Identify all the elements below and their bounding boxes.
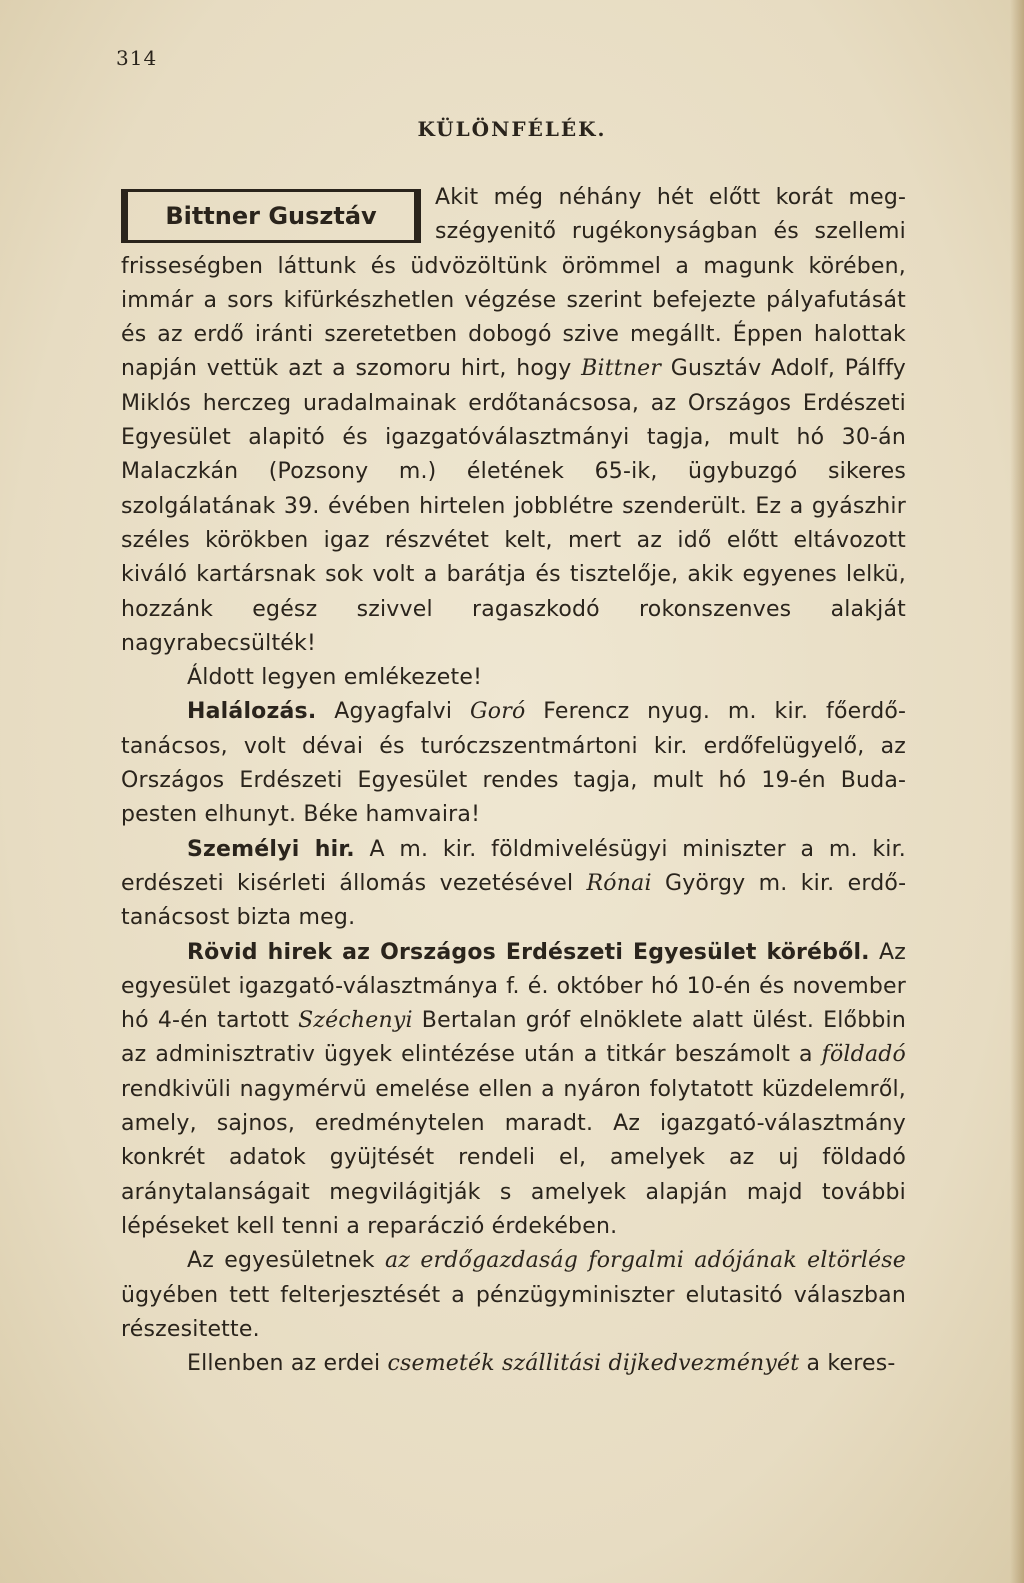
obituary-text-a: Akit még néhány hét előtt korát megszégyenitő rugékonyságban és szellemi frisseségben láttunk és üdvözöltünk örömmel a magunk körében, immár a sors kifürkészhetlen végzése szerint befejezte pályafutását és az erdő iránti szeretetben dobogó szive megállt. Éppen halottak napján vettük azt a szomoru hirt, hogy	[121, 185, 906, 382]
rovid-p2-text-b: ügyében tett felterjesztését a pénzügyminiszter elutasitó válaszban részesitette.	[121, 1282, 906, 1342]
rovid-text-c: rendkivüli nagymérvü emelése ellen a nyáron folytatott küzdelemről, amely, sajnos, eredménytelen maradt. Az igazgató-választmány konkrét adatok gyüjtését rendeli el, amelyek az uj földadó aránytalanságait megvilágitják s amelyek alapján majd további lépéseket kell tenni a reparáczió érdekében.	[121, 1076, 906, 1239]
rovid-paragraph-1	[121, 936, 906, 1245]
section-title: KÜLÖNFÉLÉK.	[417, 117, 607, 141]
rovid-name-italic: Széchenyi	[298, 1008, 413, 1034]
rovid-text-b: Bertalan gróf elnöklete alatt ülést. Előbbin az adminisztrativ ügyek elintézése után a titkár beszámolt a	[121, 1008, 906, 1068]
rovid-term-italic: földadó	[821, 1042, 906, 1068]
szemelyi-text-a: A m. kir. földmivelésügyi miniszter a m. kir. erdészeti kisérleti állomás vezetésével	[121, 836, 906, 896]
halalozas-paragraph	[121, 695, 906, 832]
obituary-name-italic: Bittner	[581, 356, 662, 382]
rovid-text-a: Az egyesület igazgató-választmánya f. é. október hó 10-én és november hó 4-én tartott	[121, 939, 906, 1034]
szemelyi-name-italic: Rónai	[586, 870, 652, 896]
szemelyi-text-b: György m. kir. erdőtanácsost bizta meg.	[121, 870, 907, 931]
article-body	[121, 181, 906, 1381]
obituary-closing: Áldott legyen emlékezete!	[187, 665, 483, 691]
obituary-text-b: Gusztáv Adolf, Pálffy Miklós herczeg uradalmainak erdőtanácsosa, az Országos Erdészeti Egyesület alapitó és igazgatóválasztmányi tagja, mult hó 30-án Malaczkán (Pozsony m.) életének 65-ik, ügybuzgó sikeres szolgálatának 39. évében hirtelen jobblétre szenderült. Ez a gyászhir széles körökben igaz részvétet kelt, mert az idő előtt eltávozott kiváló kartársnak sok volt a barátja és tisztelője, akik egyenes lelkü, hozzánk egész szivvel ragaszkodó rokonszenves alakját nagyrabecsülték!	[121, 356, 906, 656]
halalozas-text-b: Ferencz nyug. m. kir. főerdőtanácsos, volt dévai és turóczszentmártoni kir. erdőfelügyelő, az Országos Erdészeti Egyesület rendes tagja, mult hó 19-én Budapesten elhunyt. Béke hamvaira!	[121, 699, 906, 828]
halalozas-name-italic: Goró	[470, 699, 526, 725]
szemelyi-paragraph	[121, 833, 906, 936]
rovid-paragraph-2	[121, 1244, 906, 1347]
rovid-p3-text-b: a keres-	[799, 1351, 896, 1377]
obituary-paragraph	[121, 181, 906, 661]
rovid-p2-term-italic: az erdőgazdaság forgalmi adójának eltörlése	[384, 1248, 906, 1274]
page-number: 314	[116, 46, 158, 70]
halalozas-heading: Halálozás.	[187, 699, 317, 725]
rovid-paragraph-3	[121, 1347, 906, 1381]
page-edge-shadow	[1010, 0, 1024, 1583]
rovid-heading: Rövid hirek az Országos Erdészeti Egyesület köréből.	[187, 939, 870, 965]
rovid-p3-term-italic: csemeték szállitási dijkedvezményét	[387, 1351, 800, 1377]
rovid-p2-text-a: Az egyesületnek	[187, 1248, 385, 1274]
halalozas-text-a: Agyagfalvi	[316, 699, 471, 725]
szemelyi-heading: Személyi hir.	[187, 836, 355, 862]
obituary-name-box: Bittner Gusztáv	[121, 189, 421, 243]
rovid-p3-text-a: Ellenben az erdei	[187, 1351, 388, 1377]
